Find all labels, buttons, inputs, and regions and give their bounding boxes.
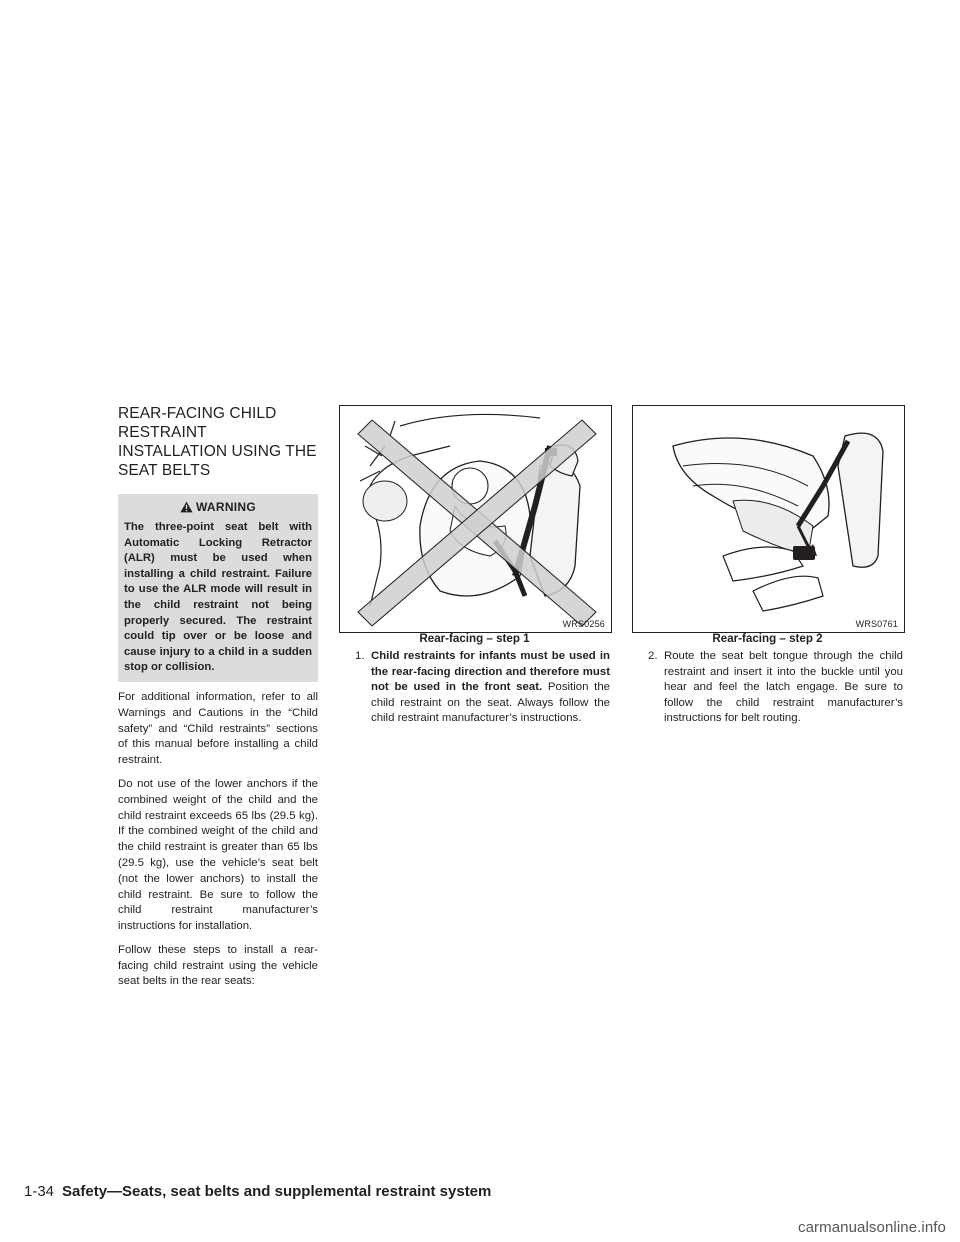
step-body	[648, 649, 903, 727]
step-number: 1.	[355, 650, 365, 662]
step-text: Position the child restraint on the seat. Always follow the child restraint manufacturer’s instructions.	[371, 681, 610, 725]
figure-rear-facing-step-1	[339, 405, 612, 633]
figure-caption-step-1: Rear-facing – step 1	[419, 632, 530, 645]
footer-section-title: Safety—Seats, seat belts and supplemental restraint system	[62, 1183, 492, 1200]
warning-box	[118, 494, 318, 682]
figure-code: WRS0761	[855, 619, 898, 629]
step-bold-text: Child restraints for infants must be used in the rear-facing direction and therefore must not be used in the front seat.	[371, 650, 610, 694]
step-1	[355, 649, 610, 727]
paragraph-lower-anchors: Do not use of the lower anchors if the combined weight of the child and the child restraint exceeds 65 lbs (29.5 kg). If the combined weight of the child and the child restraint is greater than 65 lbs (29.5 kg), use the vehicle’s seat belt (not the lower anchors) to install the child restraint. Be sure to follow the child restraint manufacturer’s instructions for installation.	[118, 777, 318, 933]
figure-caption-step-2: Rear-facing – step 2	[712, 632, 823, 645]
warning-text: The three-point seat belt with Automatic Locking Retractor (ALR) must be used when installing a child restraint. Failure to use the ALR mode will result in the child restraint not being properly secured. The restraint could tip over or be loose and cause injury to a child in a sudden stop or collision.	[124, 521, 312, 674]
figure-code: WRS0256	[562, 619, 605, 629]
figure-rear-facing-step-2	[632, 405, 905, 633]
page-footer	[24, 1183, 491, 1200]
section-title: REAR-FACING CHILD RESTRAINT INSTALLATION USING THE SEAT BELTS	[118, 405, 317, 479]
page-number: 1-34	[24, 1183, 55, 1200]
step-number: 2.	[648, 650, 658, 662]
left-column	[118, 404, 318, 990]
child-restraint-front-seat-illustration	[340, 406, 611, 632]
warning-label: WARNING	[195, 500, 257, 514]
watermark: carmanualsonline.info	[797, 1219, 946, 1236]
step-body	[355, 649, 610, 727]
warning-triangle-icon	[180, 501, 193, 513]
paragraph-follow-steps: Follow these steps to install a rear-facing child restraint using the vehicle seat belts in the rear seats:	[118, 943, 318, 988]
warning-header	[124, 500, 312, 514]
paragraph-additional-info: For additional information, refer to all Warnings and Cautions in the “Child safety” and “Child restraints” sections of this manual before installing a child restraint.	[118, 690, 318, 767]
seat-belt-buckle-illustration	[633, 406, 904, 632]
step-2	[648, 649, 903, 727]
step-text: Route the seat belt tongue through the child restraint and insert it into the buckle until you hear and feel the latch engage. Be sure to follow the child restraint manufacturer’s instructions for belt routing.	[664, 650, 903, 725]
